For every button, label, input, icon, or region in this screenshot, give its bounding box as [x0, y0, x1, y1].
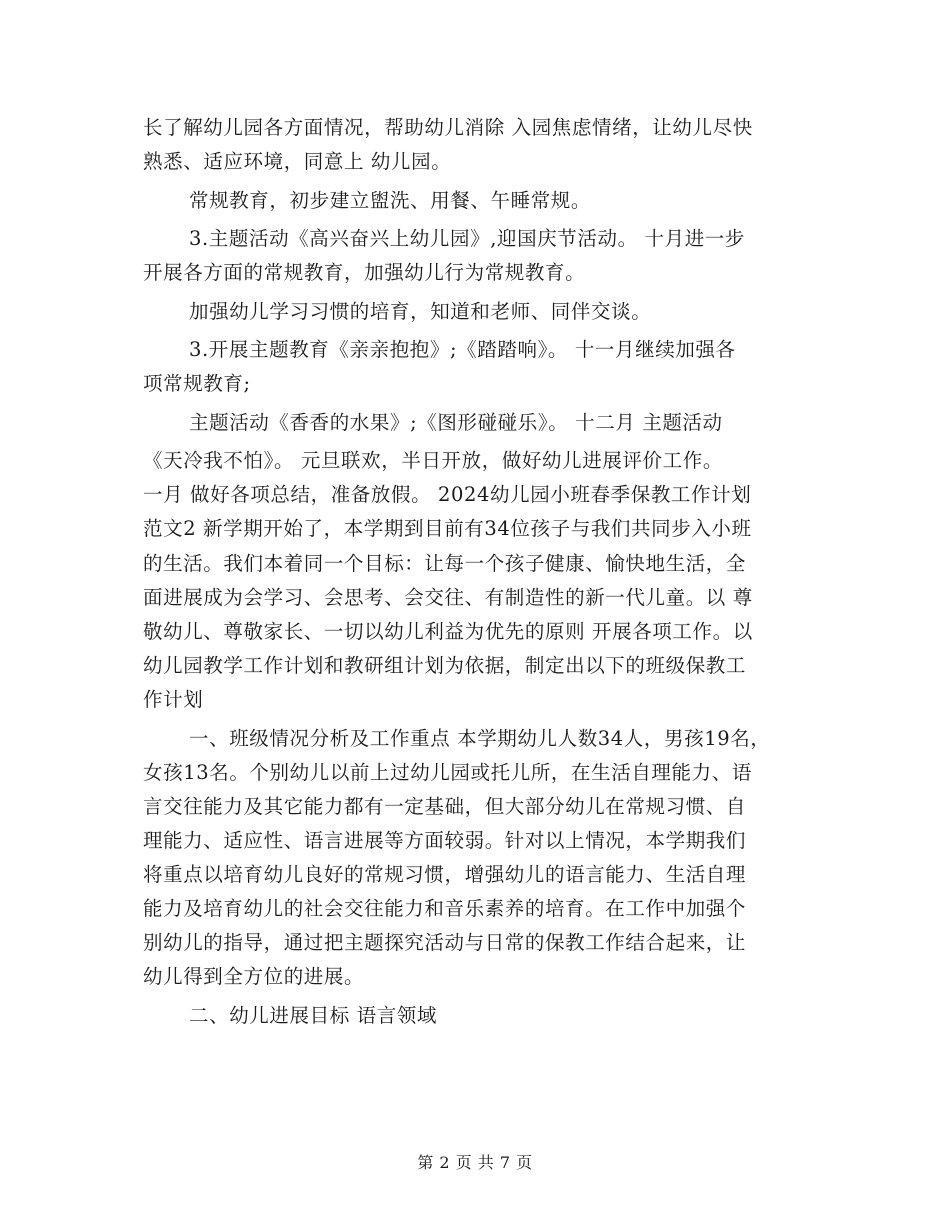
text-line: 幼儿园教学工作计划和教研组计划为依据，制定出以下的班级保教工 [143, 654, 747, 677]
text-line: 《天冷我不怕》。 元旦联欢，半日开放，做好幼儿进展评价工作。 [143, 449, 723, 472]
text-line: 二、幼儿进展目标 语言领域 [189, 1004, 437, 1027]
text-line: 言交往能力及其它能力都有一定基础，但大部分幼儿在常规习惯、自 [143, 795, 747, 818]
text-line: 常规教育，初步建立盥洗、用餐、午睡常规。 [189, 189, 592, 212]
text-line: 3.主题活动《高兴奋兴上幼儿园》,迎国庆节活动。 十月进一步 [189, 227, 746, 250]
text-line: 3.开展主题教育《亲亲抱抱》;《踏踏响》。 十一月继续加强各 [189, 338, 736, 361]
text-line: 范文2 新学期开始了，本学期到目前有34位孩子与我们共同步入小班 [143, 517, 752, 540]
text-line: 加强幼儿学习习惯的培育，知道和老师、同伴交谈。 [189, 300, 652, 323]
text-line: 一、班级情况分析及工作重点 本学期幼儿人数34人，男孩19名， [189, 727, 771, 750]
text-line: 主题活动《香香的水果》;《图形碰碰乐》。 十二月 主题活动 [189, 411, 723, 434]
text-line: 项常规教育; [143, 372, 251, 395]
text-line: 幼儿得到全方位的进展。 [143, 965, 365, 988]
text-line: 敬幼儿、尊敬家长、一切以幼儿利益为优先的原则 开展各项工作。以 [143, 620, 753, 643]
text-line: 面进展成为会学习、会思考、会交往、有制造性的新一代儿童。以 尊 [143, 586, 753, 609]
text-line: 开展各方面的常规教育，加强幼儿行为常规教育。 [143, 261, 586, 284]
text-line: 理能力、适应性、语言进展等方面较弱。针对以上情况，本学期我们 [143, 829, 747, 852]
text-line: 一月 做好各项总结，准备放假。 2024幼儿园小班春季保教工作计划 [143, 483, 752, 506]
text-line: 女孩13名。个别幼儿以前上过幼儿园或托儿所，在生活自理能力、语 [143, 761, 752, 784]
text-line: 将重点以培育幼儿良好的常规习惯，增强幼儿的语言能力、生活自理 [143, 863, 747, 886]
page-number: 第 2 页 共 7 页 [417, 1153, 533, 1172]
text-line: 的生活。我们本着同一个目标：让每一个孩子健康、愉快地生活，全 [143, 552, 747, 575]
text-line: 别幼儿的指导，通过把主题探究活动与日常的保教工作结合起来，让 [143, 931, 747, 954]
text-line: 长了解幼儿园各方面情况，帮助幼儿消除 入园焦虑情绪，让幼儿尽快 [143, 116, 753, 139]
text-line: 作计划 [143, 688, 204, 711]
text-line: 熟悉、适应环境，同意上 幼儿园。 [143, 150, 452, 173]
text-line: 能力及培育幼儿的社会交往能力和音乐素养的培育。在工作中加强个 [143, 897, 747, 920]
